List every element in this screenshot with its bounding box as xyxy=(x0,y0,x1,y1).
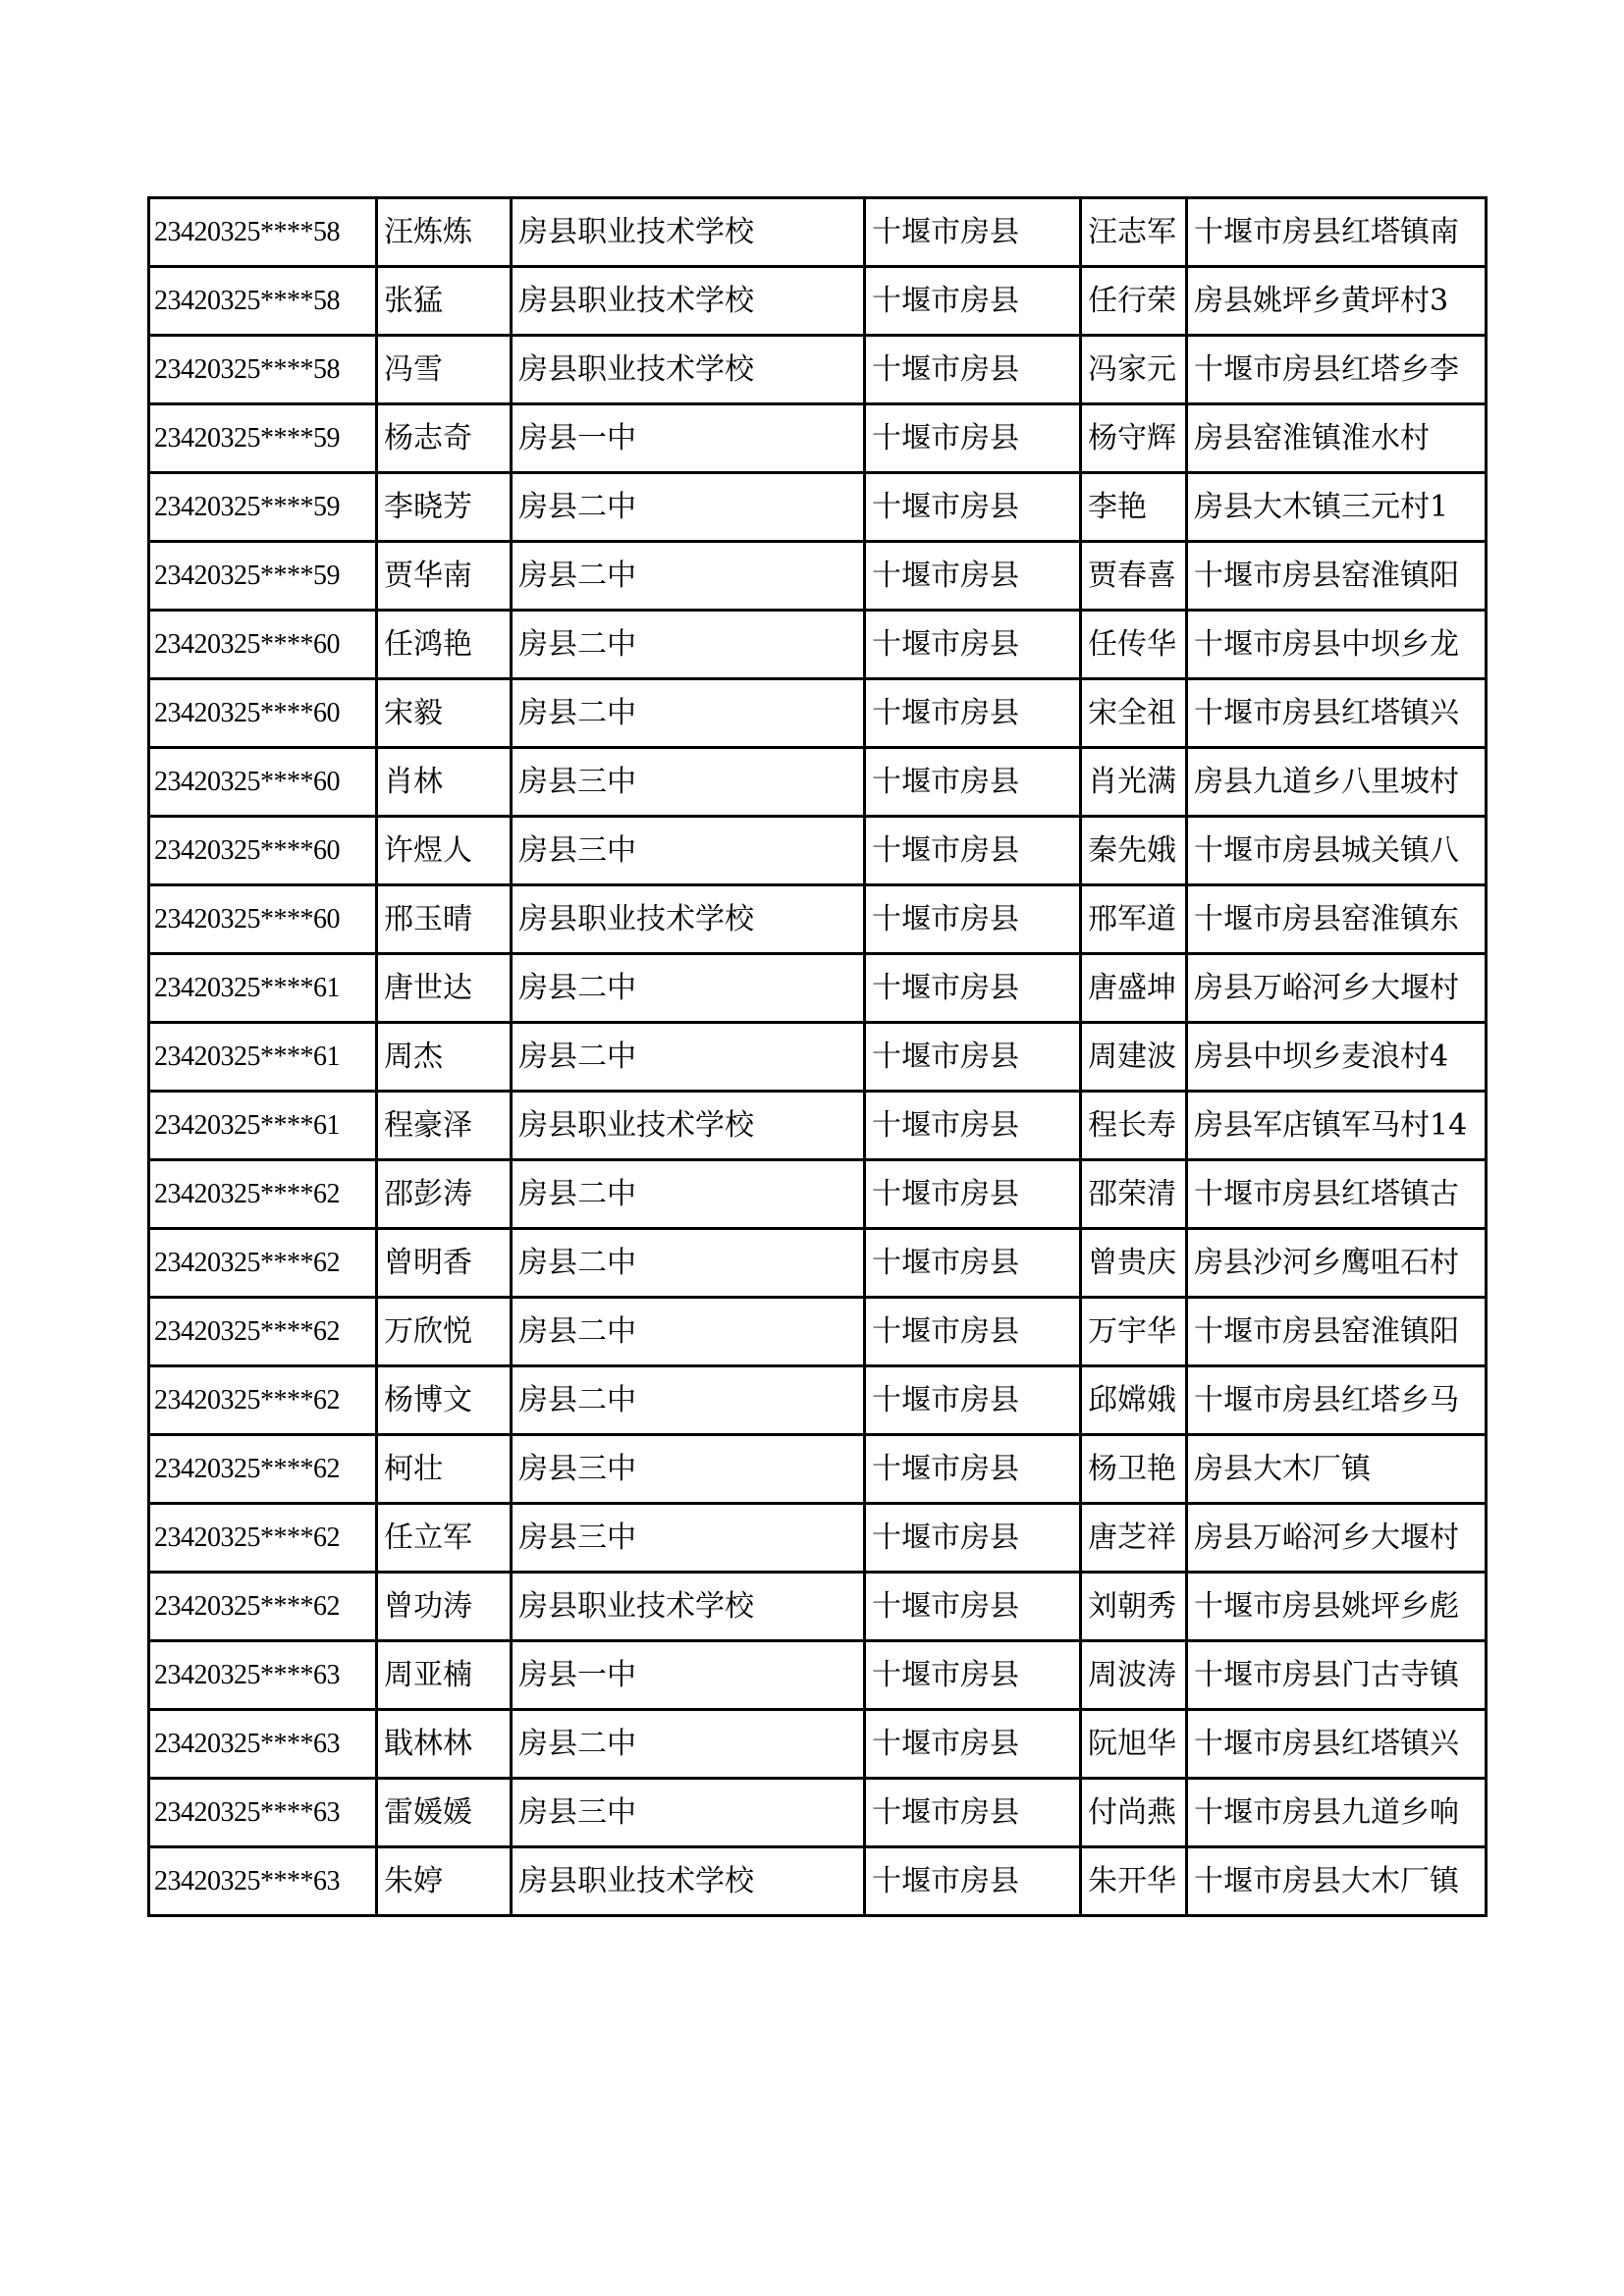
guardian-name-cell: 曾贵庆 xyxy=(1081,1229,1187,1298)
table-row xyxy=(149,198,1487,267)
school-cell: 房县一中 xyxy=(512,404,865,473)
id-number-cell: 23420325****60 xyxy=(149,748,377,817)
student-name-cell: 戢林林 xyxy=(377,1710,512,1779)
guardian-name-cell: 万宇华 xyxy=(1081,1298,1187,1366)
guardian-name-cell: 周建波 xyxy=(1081,1023,1187,1092)
student-name-cell: 朱婷 xyxy=(377,1847,512,1916)
table-row xyxy=(149,1366,1487,1435)
city-cell: 十堰市房县 xyxy=(865,1023,1081,1092)
guardian-name-cell: 冯家元 xyxy=(1081,336,1187,404)
student-name-cell: 雷媛媛 xyxy=(377,1779,512,1847)
table-row xyxy=(149,1504,1487,1573)
city-cell: 十堰市房县 xyxy=(865,1504,1081,1573)
address-cell: 十堰市房县门古寺镇 xyxy=(1187,1641,1487,1710)
id-number-cell: 23420325****60 xyxy=(149,611,377,679)
table-row xyxy=(149,1710,1487,1779)
guardian-name-cell: 李艳 xyxy=(1081,473,1187,542)
guardian-name-cell: 朱开华 xyxy=(1081,1847,1187,1916)
guardian-name-cell: 秦先娥 xyxy=(1081,817,1187,885)
table-row xyxy=(149,1573,1487,1641)
student-name-cell: 任鸿艳 xyxy=(377,611,512,679)
table-row xyxy=(149,611,1487,679)
id-number-cell: 23420325****58 xyxy=(149,267,377,336)
roster-body xyxy=(149,198,1487,1916)
school-cell: 房县二中 xyxy=(512,1023,865,1092)
id-number-cell: 23420325****61 xyxy=(149,1023,377,1092)
student-name-cell: 汪炼炼 xyxy=(377,198,512,267)
student-name-cell: 肖林 xyxy=(377,748,512,817)
school-cell: 房县职业技术学校 xyxy=(512,198,865,267)
guardian-name-cell: 杨守辉 xyxy=(1081,404,1187,473)
table-row xyxy=(149,1298,1487,1366)
address-cell: 房县军店镇军马村14 xyxy=(1187,1092,1487,1160)
school-cell: 房县三中 xyxy=(512,748,865,817)
city-cell: 十堰市房县 xyxy=(865,817,1081,885)
table-row xyxy=(149,1229,1487,1298)
school-cell: 房县职业技术学校 xyxy=(512,1573,865,1641)
school-cell: 房县二中 xyxy=(512,954,865,1023)
city-cell: 十堰市房县 xyxy=(865,1710,1081,1779)
student-name-cell: 许煜人 xyxy=(377,817,512,885)
table-row xyxy=(149,1641,1487,1710)
school-cell: 房县三中 xyxy=(512,1779,865,1847)
id-number-cell: 23420325****59 xyxy=(149,404,377,473)
table-row xyxy=(149,748,1487,817)
city-cell: 十堰市房县 xyxy=(865,1641,1081,1710)
id-number-cell: 23420325****58 xyxy=(149,336,377,404)
id-number-cell: 23420325****62 xyxy=(149,1229,377,1298)
student-name-cell: 任立军 xyxy=(377,1504,512,1573)
address-cell: 十堰市房县红塔镇南 xyxy=(1187,198,1487,267)
id-number-cell: 23420325****60 xyxy=(149,817,377,885)
city-cell: 十堰市房县 xyxy=(865,885,1081,954)
guardian-name-cell: 任传华 xyxy=(1081,611,1187,679)
city-cell: 十堰市房县 xyxy=(865,1298,1081,1366)
guardian-name-cell: 邢军道 xyxy=(1081,885,1187,954)
address-cell: 房县沙河乡鹰咀石村 xyxy=(1187,1229,1487,1298)
id-number-cell: 23420325****63 xyxy=(149,1641,377,1710)
city-cell: 十堰市房县 xyxy=(865,679,1081,748)
id-number-cell: 23420325****60 xyxy=(149,679,377,748)
table-row xyxy=(149,267,1487,336)
student-name-cell: 曾功涛 xyxy=(377,1573,512,1641)
address-cell: 房县九道乡八里坡村 xyxy=(1187,748,1487,817)
address-cell: 房县万峪河乡大堰村 xyxy=(1187,954,1487,1023)
school-cell: 房县职业技术学校 xyxy=(512,885,865,954)
student-name-cell: 杨博文 xyxy=(377,1366,512,1435)
city-cell: 十堰市房县 xyxy=(865,1229,1081,1298)
guardian-name-cell: 邵荣清 xyxy=(1081,1160,1187,1229)
id-number-cell: 23420325****63 xyxy=(149,1847,377,1916)
school-cell: 房县一中 xyxy=(512,1641,865,1710)
id-number-cell: 23420325****62 xyxy=(149,1435,377,1504)
student-name-cell: 杨志奇 xyxy=(377,404,512,473)
school-cell: 房县职业技术学校 xyxy=(512,336,865,404)
address-cell: 十堰市房县窑淮镇东 xyxy=(1187,885,1487,954)
student-name-cell: 邢玉晴 xyxy=(377,885,512,954)
student-name-cell: 曾明香 xyxy=(377,1229,512,1298)
school-cell: 房县职业技术学校 xyxy=(512,1847,865,1916)
id-number-cell: 23420325****63 xyxy=(149,1779,377,1847)
city-cell: 十堰市房县 xyxy=(865,267,1081,336)
student-name-cell: 柯壮 xyxy=(377,1435,512,1504)
table-row xyxy=(149,542,1487,611)
id-number-cell: 23420325****62 xyxy=(149,1366,377,1435)
table-row xyxy=(149,1847,1487,1916)
student-name-cell: 万欣悦 xyxy=(377,1298,512,1366)
city-cell: 十堰市房县 xyxy=(865,1160,1081,1229)
address-cell: 十堰市房县红塔乡李 xyxy=(1187,336,1487,404)
id-number-cell: 23420325****62 xyxy=(149,1504,377,1573)
city-cell: 十堰市房县 xyxy=(865,1092,1081,1160)
id-number-cell: 23420325****60 xyxy=(149,885,377,954)
roster-table xyxy=(147,196,1488,1917)
id-number-cell: 23420325****59 xyxy=(149,473,377,542)
address-cell: 十堰市房县大木厂镇 xyxy=(1187,1847,1487,1916)
table-row xyxy=(149,1023,1487,1092)
student-name-cell: 张猛 xyxy=(377,267,512,336)
city-cell: 十堰市房县 xyxy=(865,1573,1081,1641)
school-cell: 房县二中 xyxy=(512,1710,865,1779)
guardian-name-cell: 肖光满 xyxy=(1081,748,1187,817)
city-cell: 十堰市房县 xyxy=(865,1847,1081,1916)
address-cell: 房县大木厂镇 xyxy=(1187,1435,1487,1504)
student-name-cell: 冯雪 xyxy=(377,336,512,404)
city-cell: 十堰市房县 xyxy=(865,198,1081,267)
guardian-name-cell: 唐芝祥 xyxy=(1081,1504,1187,1573)
table-row xyxy=(149,954,1487,1023)
guardian-name-cell: 邱嫦娥 xyxy=(1081,1366,1187,1435)
guardian-name-cell: 刘朝秀 xyxy=(1081,1573,1187,1641)
school-cell: 房县二中 xyxy=(512,542,865,611)
table-row xyxy=(149,1435,1487,1504)
guardian-name-cell: 任行荣 xyxy=(1081,267,1187,336)
address-cell: 十堰市房县九道乡响 xyxy=(1187,1779,1487,1847)
id-number-cell: 23420325****59 xyxy=(149,542,377,611)
address-cell: 十堰市房县窑淮镇阳 xyxy=(1187,542,1487,611)
guardian-name-cell: 阮旭华 xyxy=(1081,1710,1187,1779)
table-row xyxy=(149,679,1487,748)
table-row xyxy=(149,473,1487,542)
city-cell: 十堰市房县 xyxy=(865,611,1081,679)
school-cell: 房县三中 xyxy=(512,817,865,885)
city-cell: 十堰市房县 xyxy=(865,1435,1081,1504)
student-name-cell: 邵彭涛 xyxy=(377,1160,512,1229)
city-cell: 十堰市房县 xyxy=(865,1366,1081,1435)
address-cell: 十堰市房县城关镇八 xyxy=(1187,817,1487,885)
guardian-name-cell: 程长寿 xyxy=(1081,1092,1187,1160)
student-name-cell: 周杰 xyxy=(377,1023,512,1092)
school-cell: 房县二中 xyxy=(512,679,865,748)
city-cell: 十堰市房县 xyxy=(865,473,1081,542)
school-cell: 房县职业技术学校 xyxy=(512,1092,865,1160)
school-cell: 房县二中 xyxy=(512,1160,865,1229)
school-cell: 房县二中 xyxy=(512,1366,865,1435)
table-row xyxy=(149,404,1487,473)
school-cell: 房县二中 xyxy=(512,1229,865,1298)
table-row xyxy=(149,1092,1487,1160)
id-number-cell: 23420325****61 xyxy=(149,1092,377,1160)
id-number-cell: 23420325****61 xyxy=(149,954,377,1023)
address-cell: 十堰市房县红塔乡马 xyxy=(1187,1366,1487,1435)
guardian-name-cell: 汪志军 xyxy=(1081,198,1187,267)
id-number-cell: 23420325****62 xyxy=(149,1298,377,1366)
city-cell: 十堰市房县 xyxy=(865,336,1081,404)
school-cell: 房县职业技术学校 xyxy=(512,267,865,336)
address-cell: 十堰市房县姚坪乡彪 xyxy=(1187,1573,1487,1641)
city-cell: 十堰市房县 xyxy=(865,748,1081,817)
school-cell: 房县二中 xyxy=(512,611,865,679)
address-cell: 十堰市房县红塔镇兴 xyxy=(1187,1710,1487,1779)
school-cell: 房县三中 xyxy=(512,1504,865,1573)
guardian-name-cell: 付尚燕 xyxy=(1081,1779,1187,1847)
city-cell: 十堰市房县 xyxy=(865,954,1081,1023)
address-cell: 房县大木镇三元村1 xyxy=(1187,473,1487,542)
id-number-cell: 23420325****63 xyxy=(149,1710,377,1779)
city-cell: 十堰市房县 xyxy=(865,1779,1081,1847)
address-cell: 十堰市房县中坝乡龙 xyxy=(1187,611,1487,679)
student-name-cell: 周亚楠 xyxy=(377,1641,512,1710)
id-number-cell: 23420325****62 xyxy=(149,1573,377,1641)
address-cell: 十堰市房县红塔镇古 xyxy=(1187,1160,1487,1229)
student-name-cell: 程豪泽 xyxy=(377,1092,512,1160)
table-row xyxy=(149,1779,1487,1847)
id-number-cell: 23420325****62 xyxy=(149,1160,377,1229)
table-row xyxy=(149,817,1487,885)
student-name-cell: 唐世达 xyxy=(377,954,512,1023)
school-cell: 房县二中 xyxy=(512,473,865,542)
student-name-cell: 李晓芳 xyxy=(377,473,512,542)
address-cell: 十堰市房县红塔镇兴 xyxy=(1187,679,1487,748)
id-number-cell: 23420325****58 xyxy=(149,198,377,267)
guardian-name-cell: 唐盛坤 xyxy=(1081,954,1187,1023)
address-cell: 房县万峪河乡大堰村 xyxy=(1187,1504,1487,1573)
city-cell: 十堰市房县 xyxy=(865,542,1081,611)
guardian-name-cell: 杨卫艳 xyxy=(1081,1435,1187,1504)
address-cell: 房县中坝乡麦浪村4 xyxy=(1187,1023,1487,1092)
guardian-name-cell: 周波涛 xyxy=(1081,1641,1187,1710)
table-row xyxy=(149,1160,1487,1229)
address-cell: 房县姚坪乡黄坪村3 xyxy=(1187,267,1487,336)
guardian-name-cell: 宋全祖 xyxy=(1081,679,1187,748)
guardian-name-cell: 贾春喜 xyxy=(1081,542,1187,611)
city-cell: 十堰市房县 xyxy=(865,404,1081,473)
table-row xyxy=(149,336,1487,404)
student-name-cell: 贾华南 xyxy=(377,542,512,611)
table-row xyxy=(149,885,1487,954)
school-cell: 房县二中 xyxy=(512,1298,865,1366)
address-cell: 十堰市房县窑淮镇阳 xyxy=(1187,1298,1487,1366)
student-name-cell: 宋毅 xyxy=(377,679,512,748)
school-cell: 房县三中 xyxy=(512,1435,865,1504)
address-cell: 房县窑淮镇淮水村 xyxy=(1187,404,1487,473)
